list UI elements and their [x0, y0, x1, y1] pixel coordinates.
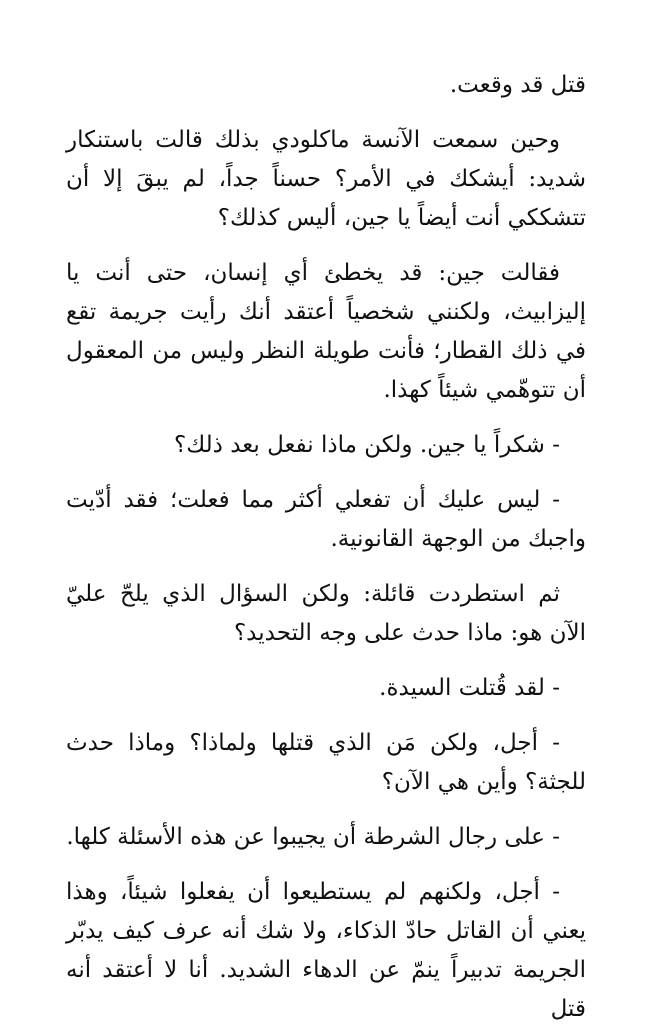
paragraph-6: ثم استطردت قائلة: ولكن السؤال الذي يلحّ عليّ الآن هو: ماذا حدث على وجه التحديد؟ — [66, 581, 586, 646]
paragraph-gap — [66, 559, 586, 575]
paragraph-gap — [66, 857, 586, 873]
paragraph-2: وحين سمعت الآنسة ماكلودي بذلك قالت باستنكار شديد: أيشكك في الأمر؟ حسناً جداً، لم يبقَ إلا أن تتشككي أنت أيضاً يا جين، أليس كذلك؟ — [66, 127, 586, 231]
paragraph-9: - على رجال الشرطة أن يجيبوا عن هذه الأسئلة كلها. — [66, 824, 560, 850]
paragraph-gap — [66, 238, 586, 254]
paragraph-gap — [66, 653, 586, 669]
paragraph-3: فقالت جين: قد يخطئ أي إنسان، حتى أنت يا إليزابيث، ولكنني شخصياً أعتقد أنك رأيت جريمة تقع في ذلك القطار؛ فأنت طويلة النظر وليس من المعقول أن تتوهّمي شيئاً كهذا. — [66, 260, 586, 403]
paragraph-gap — [66, 708, 586, 724]
paragraph-gap — [66, 802, 586, 818]
book-page — [66, 66, 586, 1029]
paragraph-gap — [66, 105, 586, 121]
paragraph-10: - أجل، ولكنهم لم يستطيعوا أن يفعلوا شيئاً، وهذا يعني أن القاتل حادّ الذكاء، ولا شك أنه عرف كيف يدبّر الجريمة تدبيراً ينمّ عن الدهاء الشديد. أنا لا أعتقد أنه قتل — [66, 879, 586, 1022]
paragraph-gap — [66, 465, 586, 481]
paragraph-7: - لقد قُتلت السيدة. — [379, 675, 560, 701]
paragraph-8: - أجل، ولكن مَن الذي قتلها ولماذا؟ وماذا حدث للجثة؟ وأين هي الآن؟ — [66, 730, 586, 795]
paragraph-5: - ليس عليك أن تفعلي أكثر مما فعلت؛ فقد أدّيت واجبك من الوجهة القانونية. — [66, 487, 586, 552]
paragraph-1: قتل قد وقعت. — [449, 72, 586, 98]
paragraph-gap — [66, 410, 586, 426]
paragraph-4: - شكراً يا جين. ولكن ماذا نفعل بعد ذلك؟ — [174, 432, 560, 458]
